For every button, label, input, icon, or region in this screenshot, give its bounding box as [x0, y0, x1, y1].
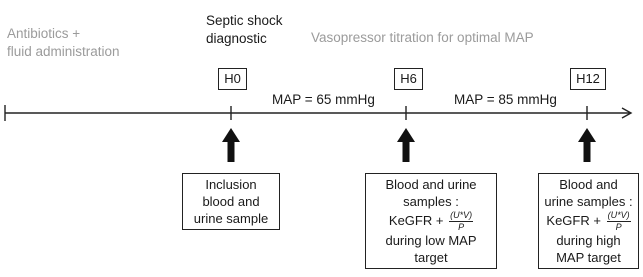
h6-numerator: (U*V) [450, 210, 473, 221]
h12-box-line4: during high [556, 233, 621, 249]
h6-box-line2: samples : [403, 194, 459, 209]
map-label-85: MAP = 85 mmHg [454, 92, 557, 107]
antibiotics-line1: Antibiotics + [7, 26, 81, 41]
h0-box-line1: Inclusion [205, 177, 257, 192]
h0-box-line2: blood and [202, 194, 260, 209]
h12-formula [542, 210, 635, 232]
h6-denominator: P [458, 222, 465, 233]
h6-box-line4: during low MAP [385, 233, 477, 249]
h12-formula-prefix: KeGFR + [546, 213, 605, 228]
h12-box-line1: Blood and [559, 177, 618, 192]
h0-sample-box [182, 173, 280, 230]
vasopressor-label: Vasopressor titration for optimal MAP [311, 30, 534, 45]
up-arrow-h6 [397, 128, 415, 162]
up-arrow-h0 [222, 128, 240, 162]
h6-sample-box [365, 173, 497, 269]
h6-formula-prefix: KeGFR + [388, 213, 448, 228]
antibiotics-label [7, 25, 120, 61]
timepoint-h0: H0 [218, 68, 247, 90]
h6-box-line5: target [414, 250, 448, 266]
up-arrow-h12 [578, 128, 596, 162]
h12-sample-box [538, 173, 639, 269]
map-label-65: MAP = 65 mmHg [272, 92, 375, 107]
timepoint-h12: H12 [570, 68, 606, 90]
timepoint-h6: H6 [394, 68, 423, 90]
h12-fraction [607, 211, 631, 232]
h6-formula [369, 210, 493, 232]
h12-denominator: P [615, 222, 622, 233]
h12-box-line5: MAP target [556, 250, 621, 266]
antibiotics-line2: fluid administration [7, 44, 120, 59]
septic-line1: Septic shock [206, 13, 283, 28]
h12-box-line2: urine samples : [544, 194, 633, 209]
h6-fraction [449, 211, 473, 232]
h6-box-line1: Blood and urine [385, 177, 477, 192]
septic-shock-label [206, 12, 283, 48]
h0-box-line3: urine sample [193, 211, 269, 226]
h12-numerator: (U*V) [607, 210, 630, 221]
septic-line2: diagnostic [206, 31, 267, 46]
